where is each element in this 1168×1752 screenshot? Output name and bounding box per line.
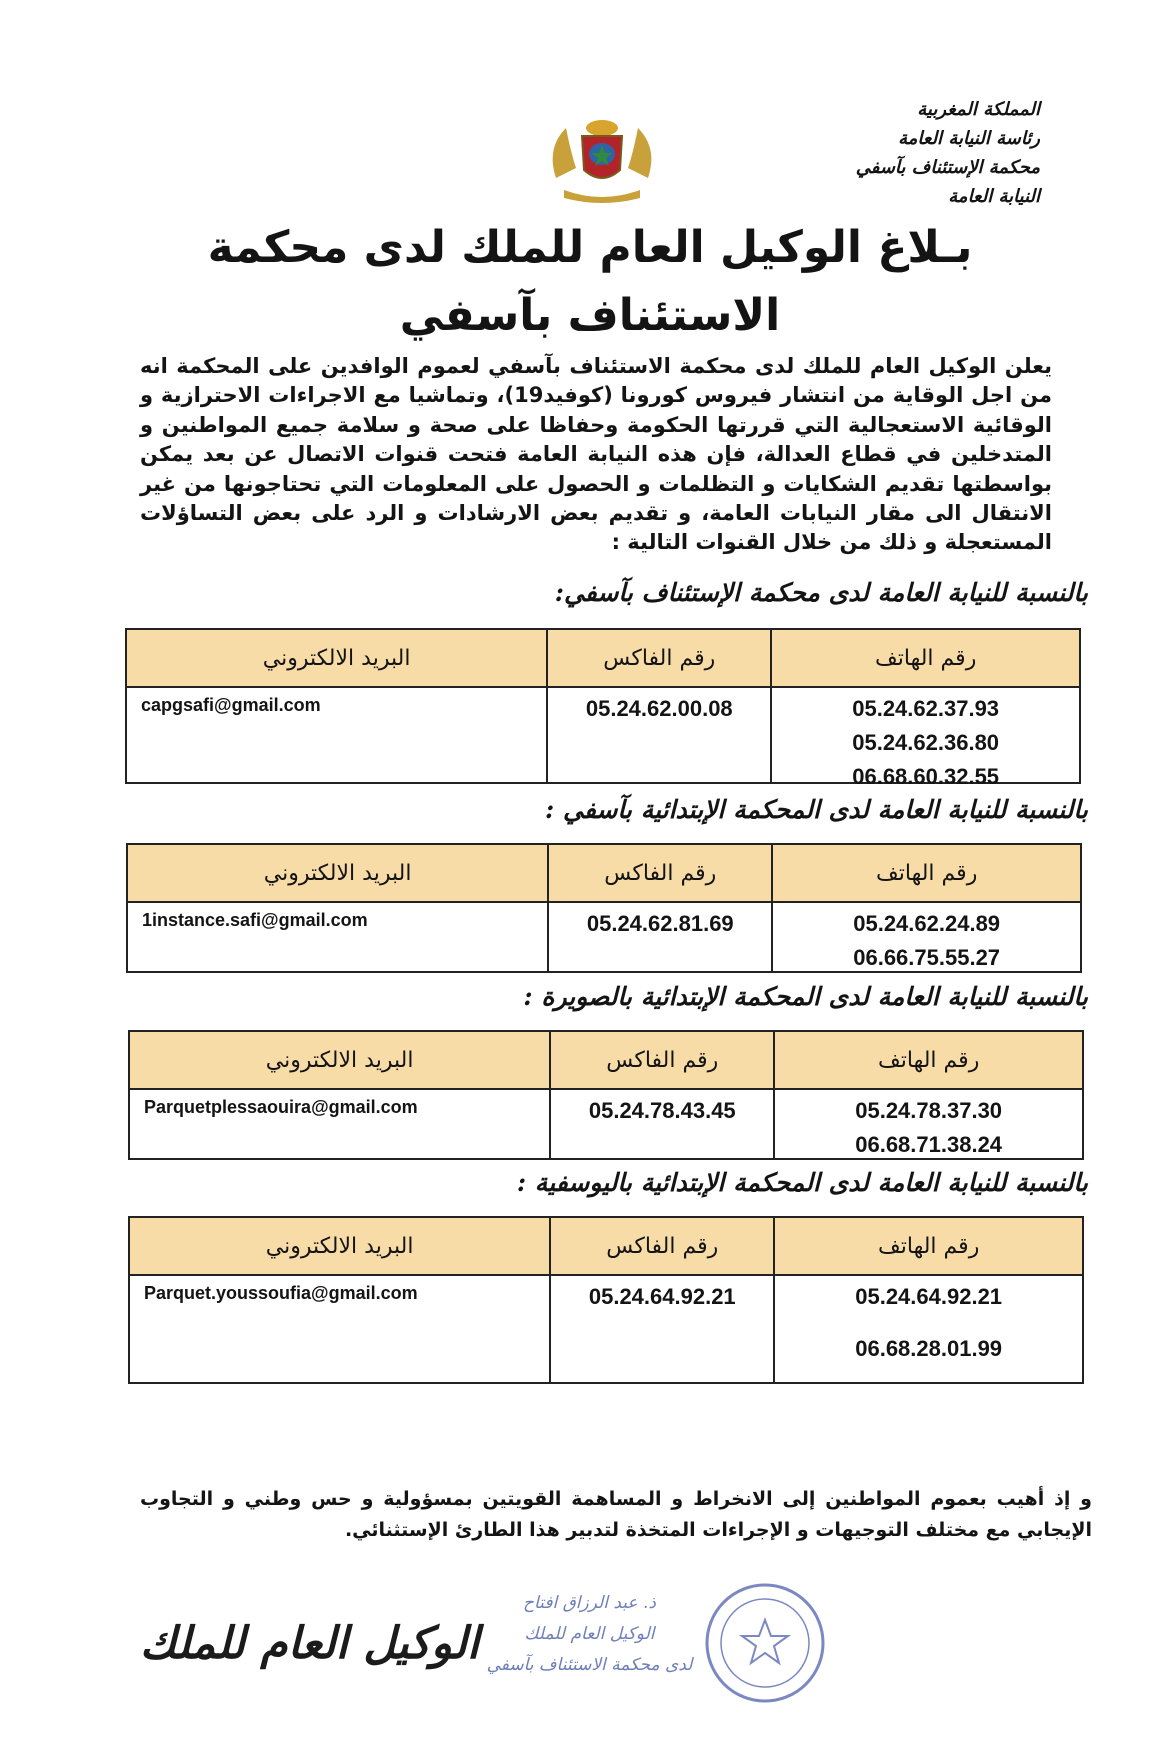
table-row bbox=[128, 903, 1080, 971]
email-cell bbox=[128, 903, 547, 971]
fax-cell bbox=[547, 903, 771, 971]
table-header-row bbox=[127, 630, 1079, 688]
phone-column-header: رقم الهاتف bbox=[771, 845, 1080, 901]
section-heading-first-instance-youssoufia: بالنسبة للنيابة العامة لدى المحكمة الإبتدائية باليوسفية : bbox=[516, 1168, 1088, 1197]
phone-number[interactable]: 06.68.71.38.24 bbox=[855, 1132, 1003, 1157]
table-row bbox=[130, 1090, 1082, 1158]
letterhead bbox=[856, 95, 1040, 211]
phone-cell bbox=[771, 903, 1080, 971]
phone-number[interactable]: 05.24.62.36.80 bbox=[852, 730, 1000, 755]
announcement-title-line1: بـلاغ الوكيل العام للملك لدى محكمة bbox=[207, 222, 973, 273]
email-cell bbox=[127, 688, 546, 782]
section-heading-first-instance-essaouira: بالنسبة للنيابة العامة لدى المحكمة الإبتدائية بالصويرة : bbox=[523, 982, 1088, 1011]
phone-number[interactable]: 06.66.75.55.27 bbox=[853, 945, 1001, 970]
fax-column-header: رقم الفاكس bbox=[547, 845, 771, 901]
round-seal-stamp bbox=[700, 1578, 830, 1708]
signature-prosecutor-general: الوكيل العام للملك bbox=[140, 1618, 480, 1669]
contact-table-first-instance-safi bbox=[126, 843, 1082, 973]
table-row bbox=[130, 1276, 1082, 1382]
email-cell bbox=[130, 1276, 549, 1382]
fax-cell bbox=[549, 1090, 773, 1158]
phone-number[interactable]: 05.24.64.92.21 bbox=[855, 1284, 1003, 1309]
email-link[interactable]: capgsafi@gmail.com bbox=[141, 695, 321, 715]
email-link[interactable]: 1instance.safi@gmail.com bbox=[142, 910, 368, 930]
fax-column-header: رقم الفاكس bbox=[549, 1218, 773, 1274]
email-column-header: البريد الالكتروني bbox=[265, 1047, 414, 1073]
announcement-body: يعلن الوكيل العام للملك لدى محكمة الاستئناف بآسفي لعموم الوافدين على المحكمة انه من اجل الوقاية من انتشار فيروس كورونا (كوفيد19)، وتماشيا مع الاجراءات الاحترازية و الوقائية الاستعجالية التي قررتها الحكومة وحفاظا على صحة و سلامة جميع المواطنين و المتدخلين في قطاع العدالة، فإن هذه النيابة العامة فتحت قنوات الاتصال عن بعد يمكن بواسطتها تقديم الشكايات و التظلمات و الحصول على المعلومات التي تحتاجونها من غير الانتقال الى مقار النيابات العامة، و تقديم بعض الارشادات و الرد على بعض التساؤلات المستعجلة و ذلك من خلال القنوات التالية : bbox=[140, 354, 1053, 555]
fax-number: 05.24.62.00.08 bbox=[585, 696, 733, 721]
email-cell bbox=[130, 1090, 549, 1158]
contact-table-first-instance-essaouira bbox=[128, 1030, 1084, 1160]
phone-number[interactable]: 05.24.78.37.30 bbox=[855, 1098, 1003, 1123]
section-heading-first-instance-safi: بالنسبة للنيابة العامة لدى المحكمة الإبتدائية بآسفي : bbox=[545, 795, 1088, 824]
table-header-row bbox=[128, 845, 1080, 903]
table-row bbox=[127, 688, 1079, 789]
phone-number[interactable]: 06.68.60.32.55 bbox=[852, 764, 1000, 789]
fax-number: 05.24.62.81.69 bbox=[586, 911, 734, 936]
phone-column-header: رقم الهاتف bbox=[773, 1032, 1082, 1088]
coat-of-arms-emblem bbox=[536, 108, 668, 208]
announcement-title-line2: الاستئناف بآسفي bbox=[399, 290, 781, 341]
stamp-name-line: ذ. عبد الرزاق افتاح bbox=[523, 1593, 656, 1613]
email-column-header: البريد الالكتروني bbox=[265, 1233, 414, 1259]
contact-table-appeal-court-safi bbox=[125, 628, 1081, 789]
phone-column-header: رقم الهاتف bbox=[773, 1218, 1082, 1274]
stamp-title-line: الوكيل العام للملك bbox=[524, 1624, 655, 1644]
email-link[interactable]: Parquet.youssoufia@gmail.com bbox=[144, 1283, 418, 1303]
phone-cell bbox=[770, 688, 1079, 789]
phone-cell bbox=[773, 1276, 1082, 1382]
letterhead-line-court: محكمة الإستئناف بآسفي bbox=[855, 157, 1040, 178]
closing-paragraph: و إذ أهيب بعموم المواطنين إلى الانخراط و المساهمة القويتين بمسؤولية و حس وطني و التجاوب الإيجابي مع مختلف التوجيهات و الإجراءات المتخذة لتدبير هذا الطارئ الإستثنائي. bbox=[140, 1488, 1092, 1541]
stamp-court-line: لدى محكمة الاستئناف بآسفي bbox=[486, 1655, 693, 1675]
email-link[interactable]: Parquetplessaouira@gmail.com bbox=[144, 1097, 418, 1117]
section-heading-appeal-court-safi: بالنسبة للنيابة العامة لدى محكمة الإستئناف بآسفي: bbox=[554, 578, 1088, 607]
phone-number[interactable]: 05.24.62.24.89 bbox=[853, 911, 1001, 936]
fax-column-header: رقم الفاكس bbox=[549, 1032, 773, 1088]
fax-number: 05.24.64.92.21 bbox=[588, 1284, 736, 1309]
table-header-row bbox=[130, 1218, 1082, 1276]
contact-table-first-instance-youssoufia bbox=[128, 1216, 1084, 1384]
phone-number[interactable]: 05.24.62.37.93 bbox=[852, 696, 1000, 721]
phone-number[interactable]: 06.68.28.01.99 bbox=[855, 1336, 1003, 1361]
phone-cell bbox=[773, 1090, 1082, 1158]
letterhead-line-prosecution: النيابة العامة bbox=[948, 186, 1040, 207]
letterhead-line-kingdom: المملكة المغربية bbox=[917, 99, 1040, 120]
table-header-row bbox=[130, 1032, 1082, 1090]
fax-number: 05.24.78.43.45 bbox=[588, 1098, 736, 1123]
phone-spacer bbox=[775, 1314, 1082, 1332]
email-column-header: البريد الالكتروني bbox=[262, 645, 411, 671]
fax-cell bbox=[549, 1276, 773, 1382]
fax-column-header: رقم الفاكس bbox=[546, 630, 770, 686]
fax-cell bbox=[546, 688, 770, 782]
phone-column-header: رقم الهاتف bbox=[770, 630, 1079, 686]
email-column-header: البريد الالكتروني bbox=[263, 860, 412, 886]
letterhead-line-presidency: رئاسة النيابة العامة bbox=[898, 128, 1040, 149]
official-stamp-text bbox=[472, 1588, 707, 1681]
